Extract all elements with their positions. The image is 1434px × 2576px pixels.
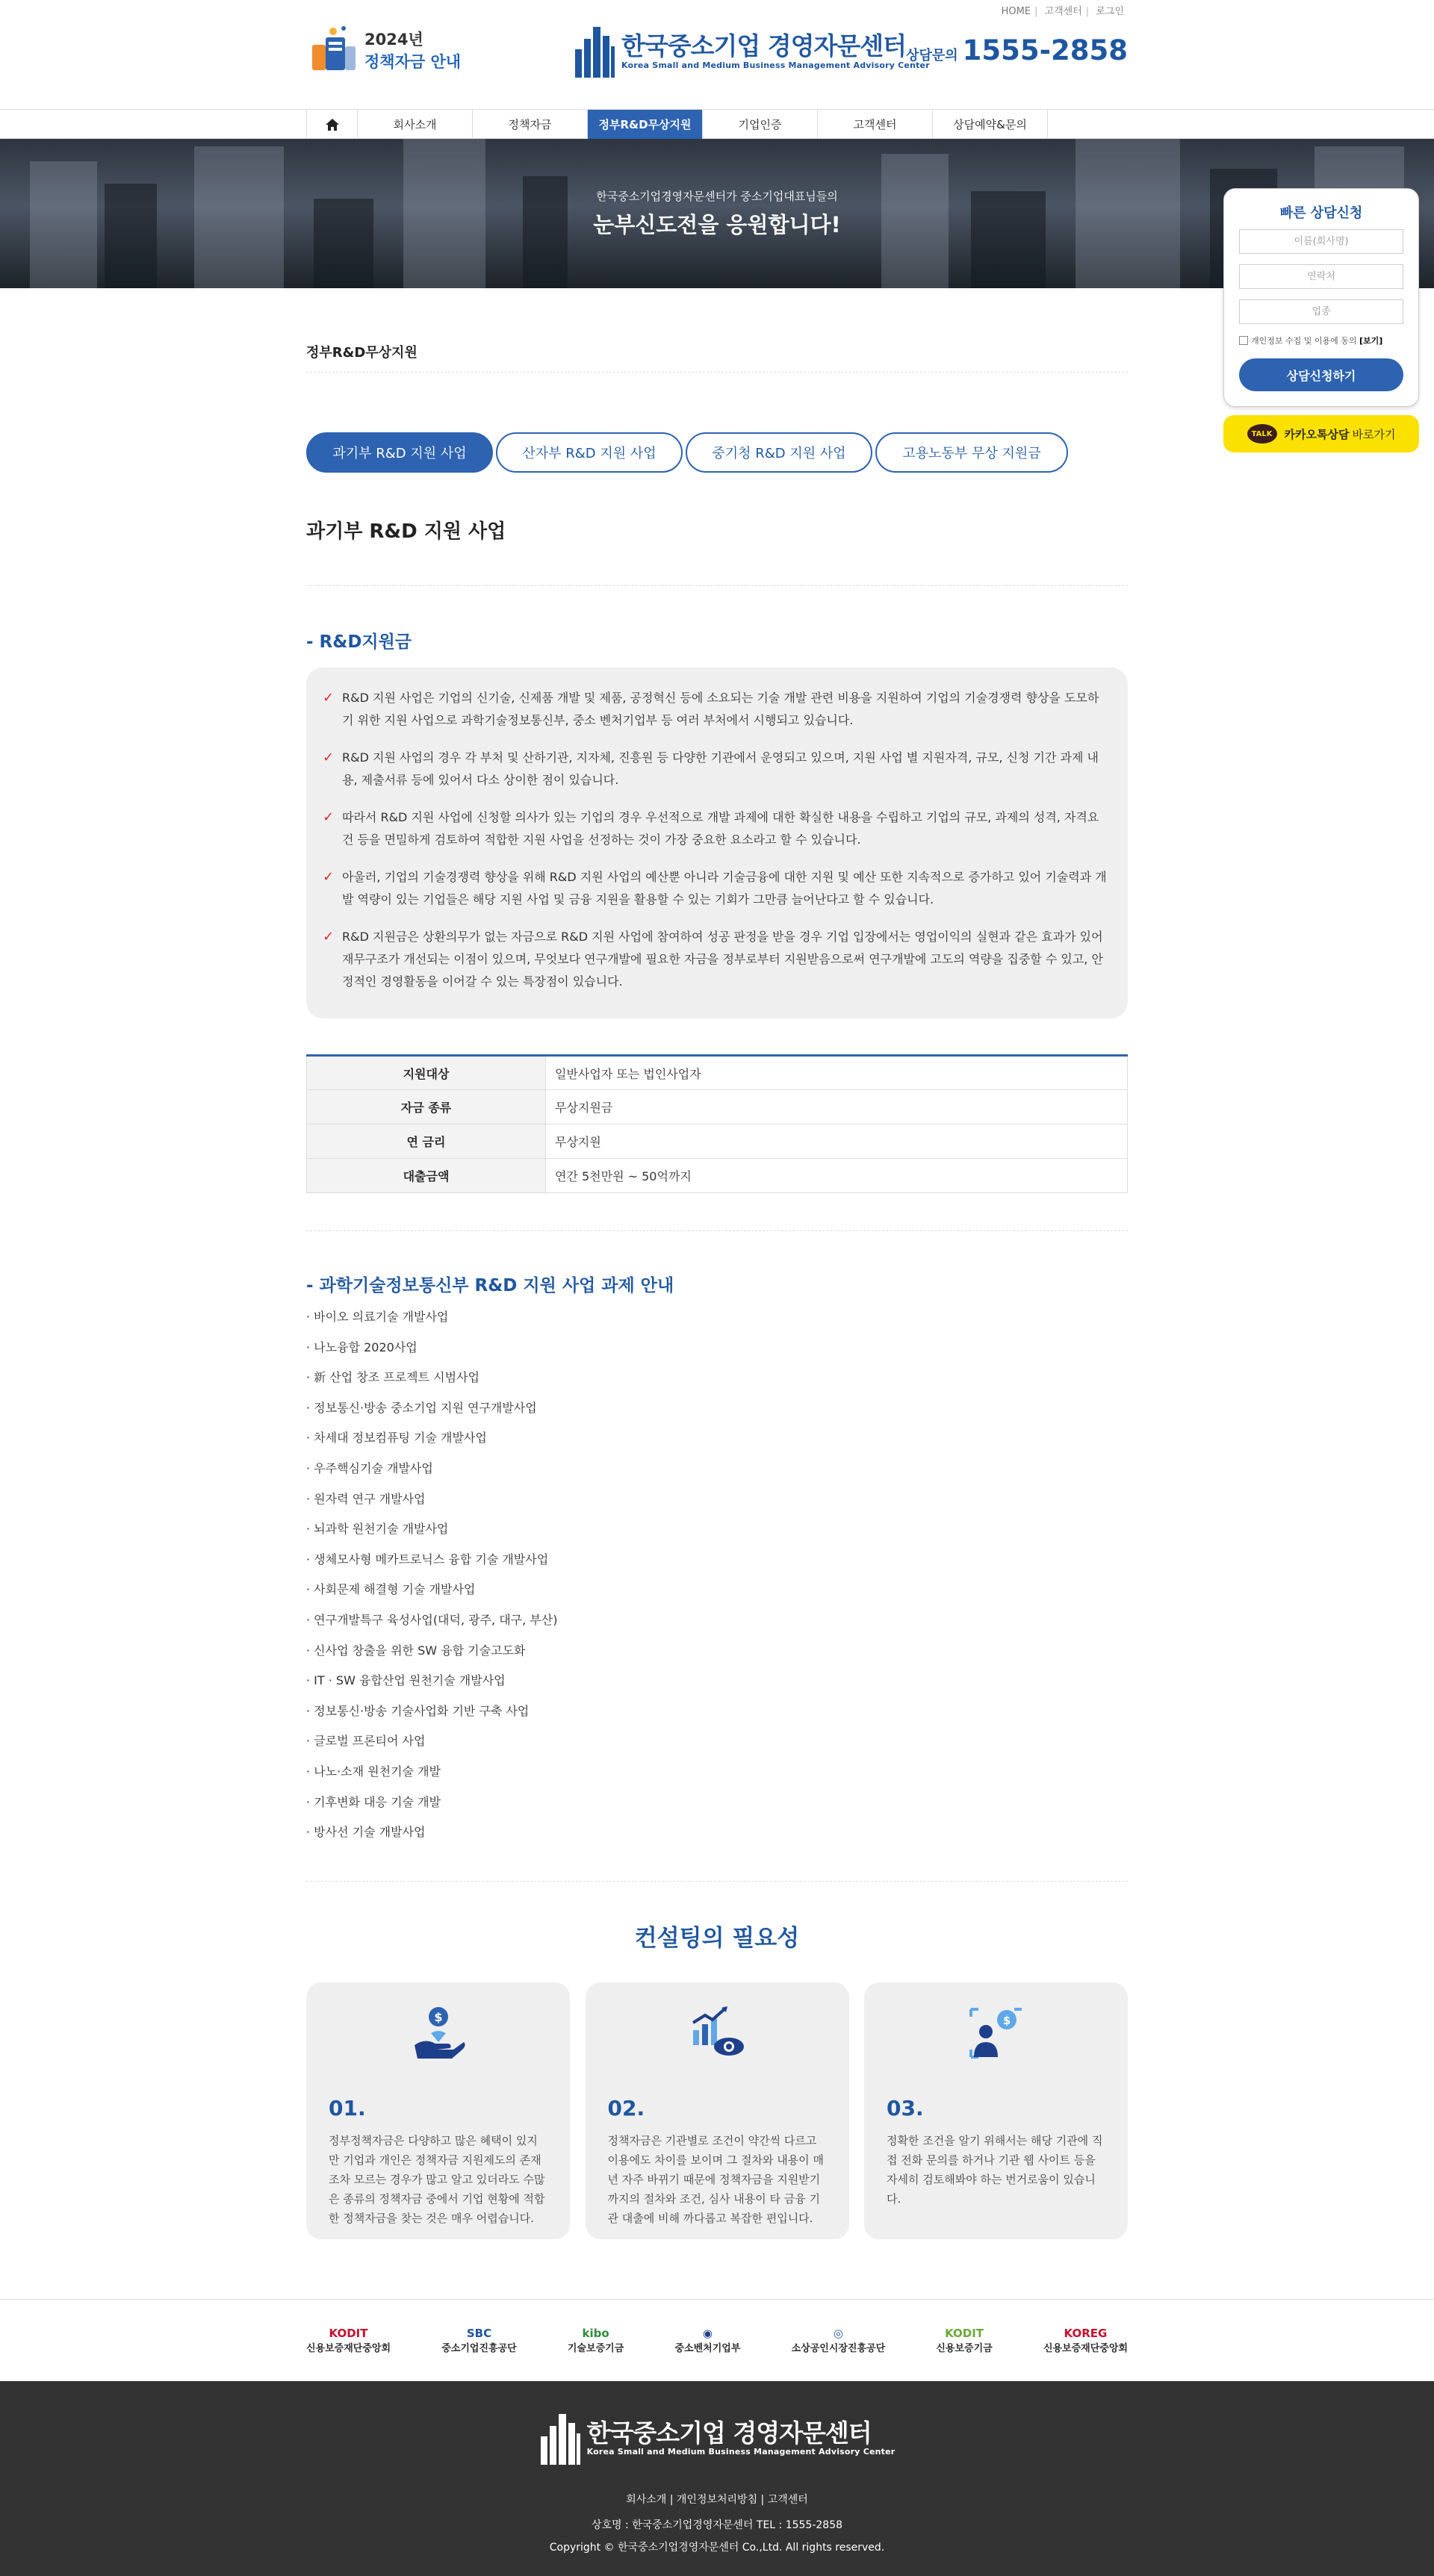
util-login-link[interactable]: 로그인 [1096, 6, 1124, 17]
rnd-paragraph: ✓ 따라서 R&D 지원 사업에 신청할 의사가 있는 기업의 경우 우선적으로 개발 과제에 대한 확실한 내용을 수립하고 기업의 규모, 과제의 성격, 자격요건 등을 면밀하게 검토하여 적합한 지원 사업을 선정하는 것이 가장 중요한 요소라고 할 수 있습니다. [323, 806, 1110, 851]
document-icon [306, 24, 360, 76]
check-icon: ✓ [323, 809, 335, 825]
rnd-tabs [306, 432, 1128, 473]
partner-mark: KOREG [1064, 2326, 1108, 2340]
partner-logo[interactable] [306, 2327, 391, 2354]
partner-banner [0, 2299, 1434, 2381]
banner-subtitle: 한국중소기업경영자문센터가 중소기업대표님들의 [596, 190, 838, 203]
header [306, 0, 1128, 109]
section-title: 과기부 R&D 지원 사업 [306, 520, 506, 543]
table-row: 연 금리 무상지원 [307, 1124, 1128, 1159]
partner-name: 소상공인시장진흥공단 [791, 2342, 886, 2354]
rnd-description-box [306, 668, 1128, 1018]
quick-consult-form [1223, 188, 1419, 407]
tab-smba-rnd[interactable]: 중기청 R&D 지원 사업 [686, 432, 872, 473]
person-idea-icon [966, 2003, 1026, 2063]
kakao-consult-button[interactable] [1223, 415, 1419, 452]
partner-mark: ◎ [833, 2326, 843, 2340]
project-item: · 바이오 의료기술 개발사업 [306, 1310, 449, 1324]
nav-rnd-support[interactable]: 정부R&D무상지원 [588, 110, 703, 139]
project-item: · 기후변화 대응 기술 개발 [306, 1794, 441, 1809]
kakao-go-label: 바로가기 [1352, 427, 1396, 441]
quick-consult-title: 빠른 상담신청 [1279, 205, 1363, 221]
privacy-agree [1239, 335, 1403, 346]
partner-logo[interactable] [568, 2327, 624, 2354]
partner-logo[interactable] [674, 2327, 740, 2354]
card-text: 정확한 조건을 알기 위해서는 해당 기관에 직접 전화 문의를 하거나 기관 웹 사이트 등을 자세히 검토해봐야 하는 번거로움이 있습니다. [887, 2133, 1103, 2206]
logo-english-name: Korea Small and Medium Business Management Advisory Center [621, 60, 930, 70]
footer-links[interactable]: 회사소개 | 개인정보처리방침 | 고객센터 [626, 2493, 808, 2506]
nav-policy-fund[interactable]: 정책자금 [473, 110, 588, 139]
projects-heading: - 과학기술정보통신부 R&D 지원 사업 과제 안내 [306, 1276, 674, 1295]
contact-input[interactable] [1239, 264, 1403, 289]
promo-title: 정책자금 안내 [364, 53, 462, 71]
need-title: 컨설팅의 필요성 [634, 1924, 800, 1952]
partner-logos [306, 2327, 1128, 2354]
check-icon: ✓ [323, 869, 335, 885]
footer-logo-english: Korea Small and Medium Business Management Advisory Center [586, 2447, 896, 2457]
home-icon [325, 118, 340, 131]
check-icon: ✓ [323, 750, 335, 765]
nav-reservation[interactable]: 상담예약&문의 [933, 110, 1048, 139]
util-support-link[interactable]: 고객센터 [1044, 6, 1082, 17]
table-row: 지원대상 일반사업자 또는 법인사업자 [307, 1056, 1128, 1090]
consult-submit-button[interactable]: 상담신청하기 [1239, 358, 1403, 391]
project-item: · 글로벌 프론티어 사업 [306, 1734, 426, 1749]
nav-home[interactable] [307, 110, 358, 139]
project-item: · 사회문제 해결형 기술 개발사업 [306, 1582, 476, 1597]
footer-logo-korean: 한국중소기업 경영자문센터 [586, 2418, 872, 2448]
hero-banner [0, 139, 1434, 288]
project-item: · 뇌과학 원천기술 개발사업 [306, 1522, 449, 1537]
project-item: · 연구개발특구 육성사업(대덕, 광주, 대구, 부산) [306, 1612, 558, 1627]
rnd-paragraph: ✓ 아울러, 기업의 기술경쟁력 향상을 위해 R&D 지원 사업의 예산뿐 아니라 기술금융에 대한 지원 및 예산 또한 지속적으로 증가하고 있어 기술력과 개발 역량이 있는 기업들은 해당 지원 사업 및 금융 지원을 활용할 수 있는 기회가 그만큼 늘어난다고 할 수 있습니다. [323, 866, 1110, 911]
phone-contact[interactable] [906, 34, 1128, 66]
need-cards [306, 1982, 1128, 2239]
phone-label: 상담문의 [906, 48, 958, 63]
partner-name: 중소벤처기업부 [674, 2342, 741, 2354]
building-logo-icon [539, 2411, 581, 2466]
rnd-paragraph: ✓ R&D 지원 사업의 경우 각 부처 및 산하기관, 지자체, 진흥원 등 다양한 기관에서 운영되고 있으며, 지원 사업 별 지원자격, 규모, 신청 기간 과제 내용, 제출서류 등에 있어서 다소 상이한 점이 있습니다. [323, 747, 1110, 791]
project-item: · 차세대 정보컴퓨팅 기술 개발사업 [306, 1431, 487, 1446]
logo-korean-name: 한국중소기업 경영자문센터 [621, 31, 907, 61]
kakao-label: 카카오톡상담 [1284, 427, 1350, 441]
support-info-table [306, 1054, 1128, 1193]
tab-labor-grant[interactable]: 고용노동부 무상 지원금 [875, 432, 1068, 473]
need-card [864, 1982, 1128, 2239]
footer-logo[interactable] [539, 2411, 896, 2466]
card-number: 01. [329, 2095, 366, 2121]
partner-mark: KODIT [945, 2326, 984, 2340]
project-item: · 신사업 창출을 위한 SW 융합 기술고도화 [306, 1643, 526, 1658]
project-item: · 정보통신·방송 기술사업화 기반 구축 사업 [306, 1703, 530, 1718]
nav-customer-center[interactable]: 고객센터 [818, 110, 933, 139]
banner-title: 눈부신도전을 응원합니다! [593, 212, 841, 237]
project-item: · 나노·소재 원천기술 개발 [306, 1764, 441, 1779]
partner-mark: SBC [466, 2326, 492, 2340]
check-icon: ✓ [323, 929, 335, 945]
policy-fund-promo[interactable] [306, 24, 461, 76]
privacy-checkbox[interactable] [1239, 336, 1248, 345]
promo-year: 2024년 [364, 31, 423, 49]
tab-msit-rnd[interactable]: 과기부 R&D 지원 사업 [306, 432, 493, 473]
footer-copyright: Copyright © 한국중소기업경영자문센터 Co.,Ltd. All rights reserved. [549, 2541, 885, 2554]
need-card [306, 1982, 570, 2239]
rnd-paragraph: ✓ R&D 지원 사업은 기업의 신기술, 신제품 개발 및 제품, 공정혁신 등에 소요되는 기술 개발 관련 비용을 지원하여 기업의 기술경쟁력 향상을 도모하기 위한 지원 사업으로 과학기술정보통신부, 중소 벤처기업부 등 여러 부처에서 시행되고 있습니다. [323, 687, 1110, 732]
tab-motie-rnd[interactable]: 산자부 R&D 지원 사업 [496, 432, 683, 473]
rnd-paragraph: ✓ R&D 지원금은 상환의무가 없는 자금으로 R&D 지원 사업에 참여하여 성공 판정을 받을 경우 기업 입장에서는 영업이익의 실현과 같은 효과가 있어 재무구조가 개선되는 이점이 있으며, 무엇보다 연구개발에 필요한 자금을 정부로부터 지원받음으로써 연구개발에 고도의 역량을 집중할 수 있고, 안정적인 경영활동을 이어갈 수 있는 특장점이 있습니다. [323, 926, 1110, 993]
project-item: · 생체모사형 메카트로닉스 융합 기술 개발사업 [306, 1552, 549, 1567]
card-text: 정부정책자금은 다양하고 많은 혜택이 있지만 기업과 개인은 정책자금 지원제도의 존재조차 모르는 경우가 많고 알고 있더라도 수많은 종류의 정책자금 중에서 기업 현황에 적합한 정책자금을 찾는 것은 매우 어렵습니다. [329, 2133, 545, 2225]
main-nav [0, 109, 1434, 139]
footer [0, 2381, 1434, 2576]
partner-logo[interactable] [441, 2327, 516, 2354]
need-card [586, 1982, 849, 2239]
svg-text:$: $ [433, 2009, 443, 2024]
name-input[interactable] [1239, 229, 1403, 254]
util-links: HOME | 고객센터 | 로그인 [998, 3, 1128, 17]
kakao-talk-icon: TALK [1247, 424, 1277, 444]
project-list [306, 1308, 1128, 1854]
svg-text:$: $ [1002, 2013, 1011, 2027]
card-number: 03. [887, 2095, 924, 2121]
partner-mark: ◉ [702, 2326, 713, 2340]
project-item: · 정보통신·방송 중소기업 지원 연구개발사업 [306, 1400, 537, 1415]
privacy-agree-label: 개인정보 수집 및 이용에 동의 [1251, 336, 1357, 346]
chart-eye-icon [687, 2003, 747, 2063]
project-item: · IT · SW 융합산업 원천기술 개발사업 [306, 1673, 506, 1688]
money-hand-icon [409, 2003, 468, 2063]
phone-number: 1555-2858 [962, 34, 1128, 66]
rnd-heading: - R&D지원금 [306, 632, 412, 652]
partner-name: 신용보증재단중앙회 [306, 2342, 391, 2354]
project-item: · 원자력 연구 개발사업 [306, 1491, 426, 1506]
table-row: 대출금액 연간 5천만원 ~ 50억까지 [307, 1159, 1128, 1193]
industry-input[interactable] [1239, 299, 1403, 324]
project-item: · 우주핵심기술 개발사업 [306, 1460, 433, 1475]
partner-logo[interactable] [792, 2327, 886, 2354]
partner-logo[interactable] [936, 2327, 992, 2354]
partner-name: 기술보증기금 [567, 2342, 624, 2354]
partner-mark: kibo [582, 2326, 609, 2340]
table-row: 자금 종류 무상지원금 [307, 1090, 1128, 1124]
card-text: 정책자금은 기관별로 조건이 약간씩 다르고 이용에도 차이를 보이며 그 절차와 내용이 매년 자주 바뀌기 때문에 정책자금을 지원받기 까지의 절차와 조건, 심사 내용이 타 금융 기관 대출에 비해 까다롭고 복잡한 편입니다. [607, 2133, 824, 2225]
partner-name: 신용보증기금 [936, 2342, 993, 2354]
site-logo[interactable] [574, 24, 930, 79]
footer-company-info: 상호명 : 한국중소기업경영자문센터 TEL : 1555-2858 [591, 2519, 843, 2531]
partner-logo[interactable] [1043, 2327, 1128, 2354]
partner-mark: KODIT [329, 2326, 368, 2340]
partner-name: 신용보증재단중앙회 [1043, 2342, 1128, 2354]
project-item: · 방사선 기술 개발사업 [306, 1825, 426, 1840]
nav-company[interactable]: 회사소개 [358, 110, 473, 139]
nav-certification[interactable]: 기업인증 [703, 110, 818, 139]
building-logo-icon [574, 24, 615, 79]
card-number: 02. [607, 2095, 645, 2121]
main-content [306, 288, 1128, 2239]
privacy-view-link[interactable]: [보기] [1359, 336, 1383, 346]
project-item: · 新 산업 창조 프로젝트 시범사업 [306, 1370, 479, 1385]
util-home-link[interactable]: HOME [1001, 6, 1031, 17]
partner-name: 중소기업진흥공단 [441, 2342, 517, 2354]
project-item: · 나노융합 2020사업 [306, 1340, 418, 1354]
check-icon: ✓ [323, 690, 335, 706]
page-title: 정부R&D무상지원 [306, 342, 1128, 373]
